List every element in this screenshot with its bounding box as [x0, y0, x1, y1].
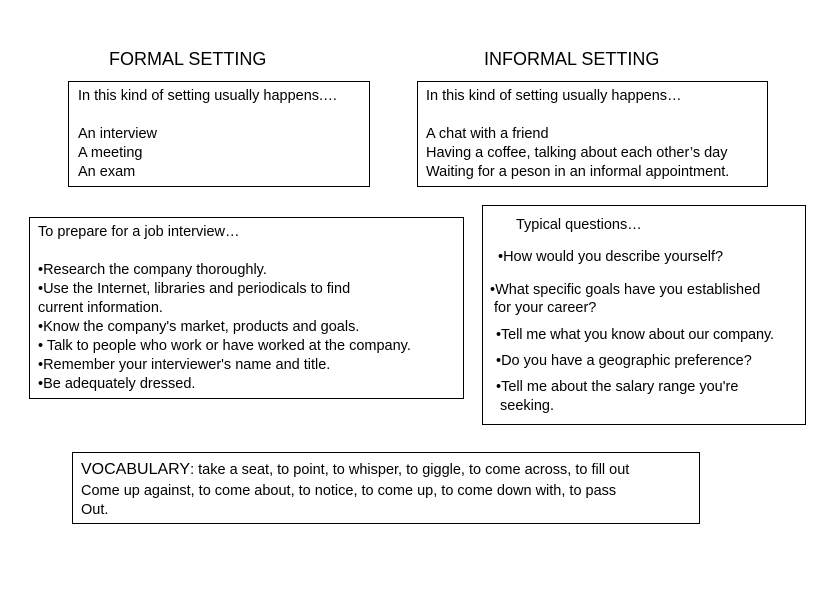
prepare-line: •Use the Internet, libraries and periodicals to find	[38, 281, 351, 297]
question-line: seeking.	[500, 398, 555, 414]
questions-title: Typical questions…	[516, 217, 642, 233]
formal-item: A meeting	[78, 145, 143, 161]
formal-item: An interview	[78, 126, 157, 142]
informal-item: A chat with a friend	[426, 126, 549, 142]
formal-setting-heading: FORMAL SETTING	[109, 49, 267, 69]
informal-item: Waiting for a peson in an informal appointment.	[426, 164, 730, 180]
prepare-title: To prepare for a job interview…	[38, 224, 240, 240]
vocabulary-line-1	[81, 461, 629, 479]
formal-intro: In this kind of setting usually happens.…	[78, 88, 338, 104]
prepare-line: •Be adequately dressed.	[38, 376, 196, 392]
vocabulary-line-3: Out.	[81, 502, 109, 518]
prepare-line: current information.	[38, 300, 163, 316]
vocabulary-terms: : take a seat, to point, to whisper, to giggle, to come across, to fill out	[190, 462, 630, 478]
prepare-line: •Research the company thoroughly.	[38, 262, 267, 278]
question-line: for your career?	[494, 300, 597, 316]
formal-item: An exam	[78, 164, 136, 180]
question-line: •What specific goals have you established	[490, 282, 761, 298]
vocabulary-label: VOCABULARY	[81, 461, 191, 478]
question-line: •Do you have a geographic preference?	[496, 353, 752, 369]
prepare-line: • Talk to people who work or have worked at the company.	[38, 338, 411, 354]
vocabulary-line-2: Come up against, to come about, to notice, to come up, to come down with, to pass	[81, 483, 617, 499]
informal-item: Having a coffee, talking about each other’s day	[426, 145, 728, 161]
question-line: •Tell me about the salary range you're	[496, 379, 739, 395]
question-line: •Tell me what you know about our company.	[496, 327, 774, 343]
prepare-line: •Know the company's market, products and goals.	[38, 319, 360, 335]
question-line: •How would you describe yourself?	[498, 249, 724, 265]
informal-setting-heading: INFORMAL SETTING	[484, 49, 660, 69]
prepare-line: •Remember your interviewer's name and title.	[38, 357, 331, 373]
informal-intro: In this kind of setting usually happens…	[426, 88, 682, 104]
